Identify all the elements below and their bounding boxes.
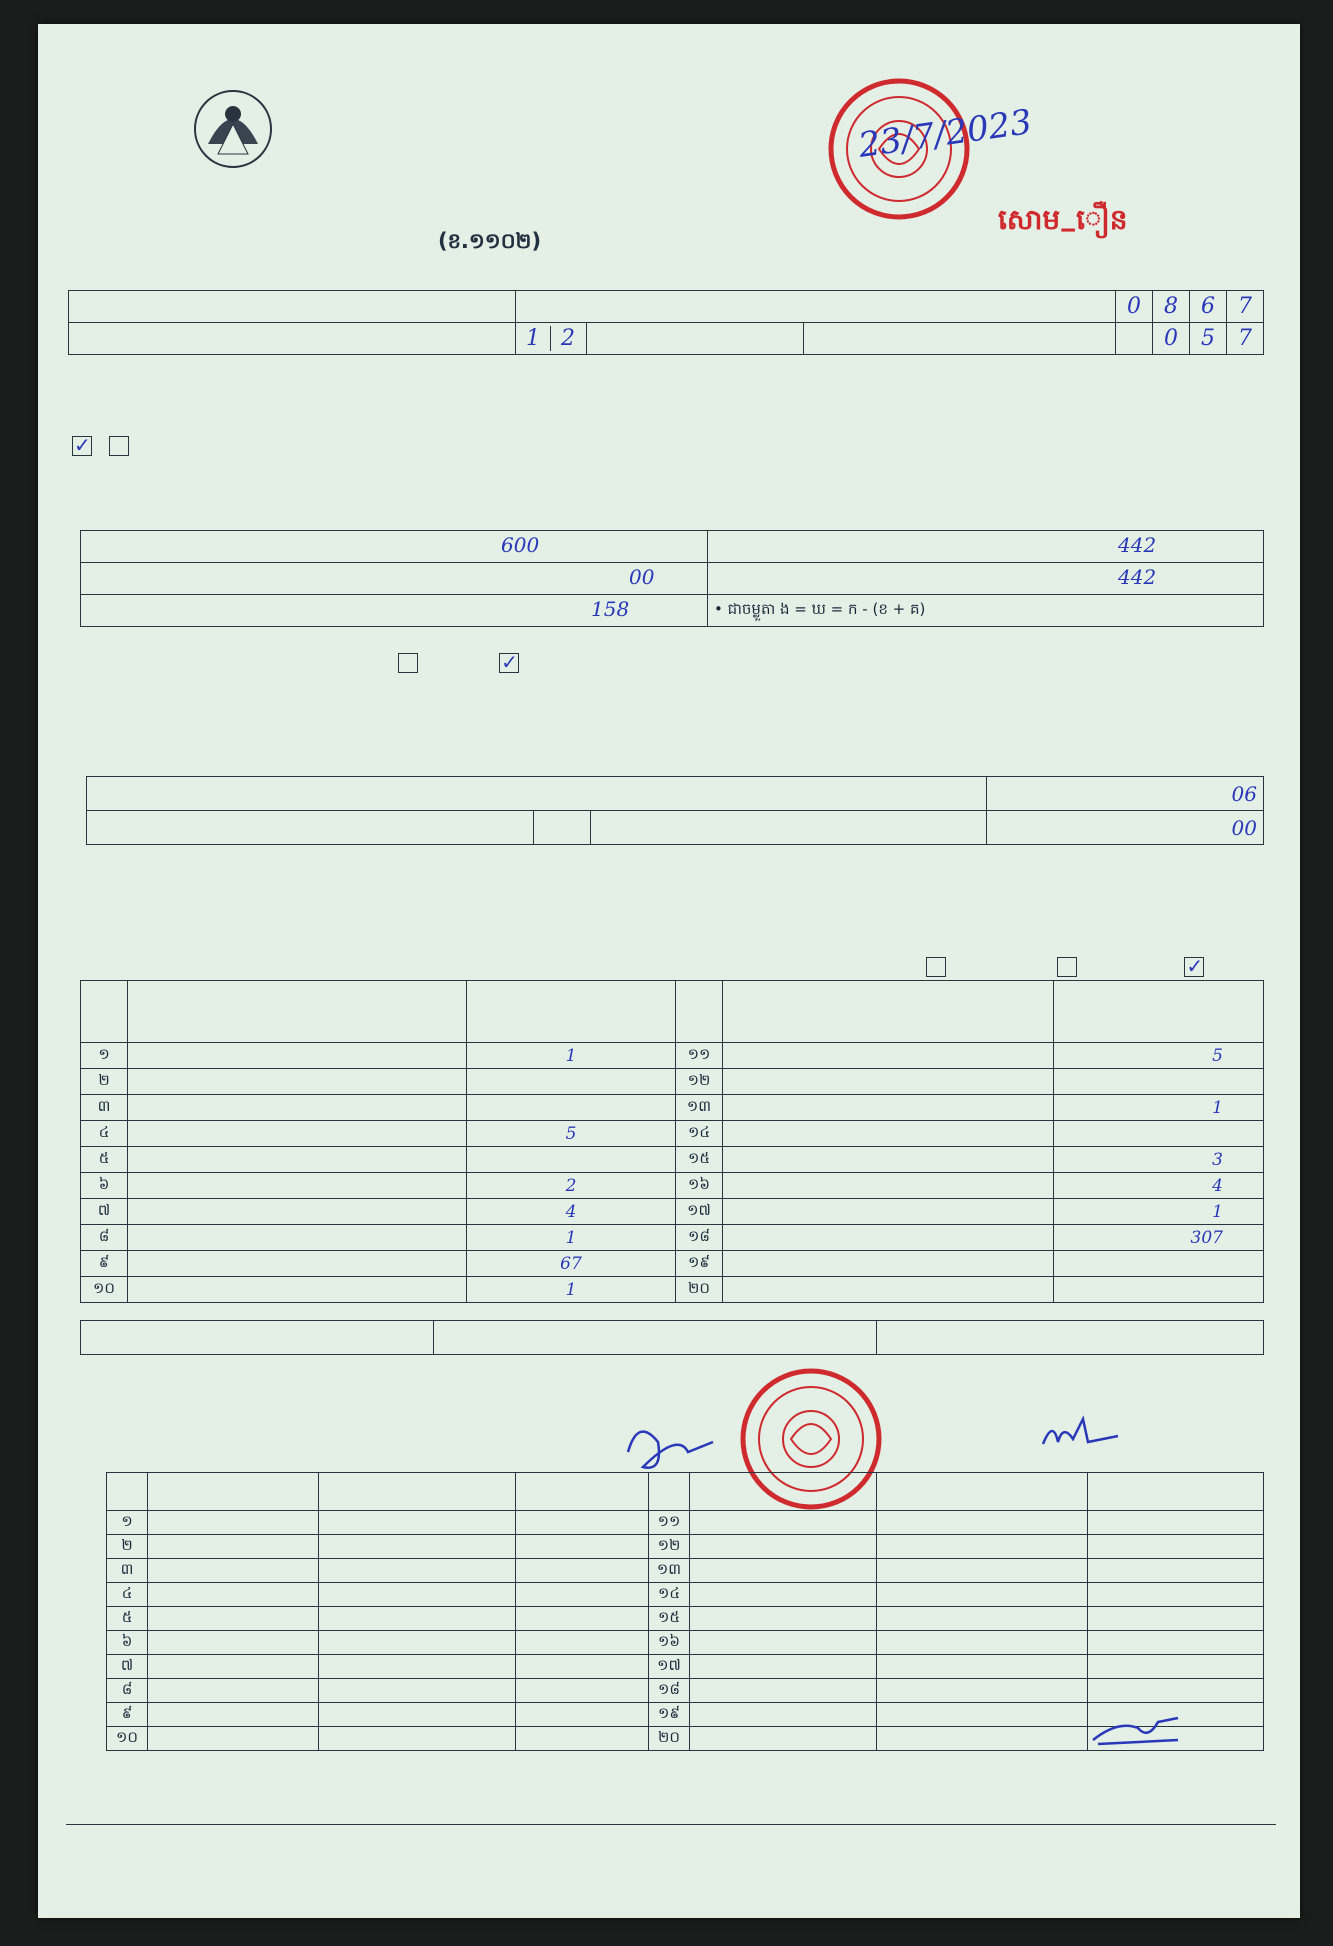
col-party-header-right [723, 981, 1054, 1043]
witness-col-no-right [649, 1473, 690, 1511]
witness-number: ១៨ [649, 1679, 690, 1703]
red-handwritten-name: សោម_ឿន [998, 203, 1128, 236]
province-code-digit: 1 [516, 326, 551, 351]
witness-signature-cell [516, 1559, 649, 1583]
witness-row [107, 1559, 1264, 1583]
party-number: ៨ [81, 1225, 128, 1251]
complaints-row2-mid-unit [534, 811, 591, 845]
witness-col-no [107, 1473, 148, 1511]
results-row [81, 1251, 1264, 1277]
witness-signature-cell [516, 1727, 649, 1751]
commune-value [804, 323, 1116, 355]
form-title: (ខ.១១០២) [438, 229, 542, 253]
witness-name [148, 1559, 319, 1583]
complaints-row1-value: 06 [1231, 781, 1257, 806]
ballots-in-box-cell [708, 563, 1264, 595]
witness-number: ៣ [107, 1559, 148, 1583]
station-code-digit: 6 [1190, 291, 1227, 323]
witness-signature-cell [516, 1703, 649, 1727]
results-row [81, 1095, 1264, 1121]
witness-party [319, 1511, 516, 1535]
witness-name [690, 1679, 877, 1703]
checkbox-no-discrepancy[interactable] [499, 653, 519, 673]
ballots-spoiled-value: 00 [629, 565, 655, 589]
party-number: ៦ [81, 1173, 128, 1199]
voters-value: 442 [1118, 533, 1157, 557]
party-name [128, 1095, 467, 1121]
witness-name [690, 1535, 877, 1559]
witness-name [690, 1703, 877, 1727]
party-name [723, 1199, 1054, 1225]
witness-name [148, 1535, 319, 1559]
complaints-row2-value: 00 [1231, 815, 1257, 840]
results-table [80, 980, 1264, 1303]
complaints-row1-label [87, 777, 987, 811]
party-votes: 307 [1054, 1225, 1264, 1251]
party-name [128, 1069, 467, 1095]
witness-party [319, 1607, 516, 1631]
witness-row [107, 1583, 1264, 1607]
ballots-spoiled-cell [81, 563, 708, 595]
checkbox-no[interactable] [109, 436, 129, 456]
province-code-digit: 2 [561, 326, 575, 351]
witness-name [148, 1511, 319, 1535]
party-name [128, 1043, 467, 1069]
party-number: ១០ [81, 1277, 128, 1303]
party-name [723, 1095, 1054, 1121]
party-number: ១៥ [676, 1147, 723, 1173]
witness-party [877, 1607, 1088, 1631]
station-code-digit: 0 [1116, 291, 1153, 323]
party-votes: 2 [467, 1173, 676, 1199]
total-in-box [877, 1321, 1264, 1355]
witness-number: ៧ [107, 1655, 148, 1679]
witness-signature-cell [516, 1607, 649, 1631]
party-number: ៤ [81, 1121, 128, 1147]
commune-label [587, 323, 804, 355]
col-votes-header [467, 981, 676, 1043]
witness-number: ១០ [107, 1727, 148, 1751]
witness-col-party-right [877, 1473, 1088, 1511]
voters-cell [708, 531, 1264, 563]
witness-signature-cell [516, 1655, 649, 1679]
witness-party [319, 1631, 516, 1655]
witness-name [148, 1631, 319, 1655]
witness-party [319, 1583, 516, 1607]
complaints-row2-cell [987, 811, 1264, 845]
witness-signature-cell [1088, 1511, 1264, 1535]
election-form-sheet [38, 24, 1300, 1918]
party-number: ១៤ [676, 1121, 723, 1147]
station-code-digit: 7 [1227, 291, 1264, 323]
col-votes-header-right [1054, 981, 1264, 1043]
party-number: ៩ [81, 1251, 128, 1277]
party-votes [1054, 1121, 1264, 1147]
witness-signature [1088, 1710, 1188, 1750]
party-name [723, 1173, 1054, 1199]
witness-col-name-right [690, 1473, 877, 1511]
party-votes: 1 [1054, 1199, 1264, 1225]
results-row [81, 1043, 1264, 1069]
witness-number: ៤ [107, 1583, 148, 1607]
witness-row [107, 1679, 1264, 1703]
col-no-header [81, 981, 128, 1043]
party-name [128, 1277, 467, 1303]
witness-number: ១១ [649, 1511, 690, 1535]
party-votes: 1 [1054, 1095, 1264, 1121]
witness-name [690, 1607, 877, 1631]
party-number: ១១ [676, 1043, 723, 1069]
party-name [128, 1199, 467, 1225]
party-name [723, 1121, 1054, 1147]
witness-party [877, 1655, 1088, 1679]
polling-station-value [516, 291, 1116, 323]
witness-signature-cell [1088, 1631, 1264, 1655]
section1-table [68, 290, 1264, 355]
party-votes: 4 [467, 1199, 676, 1225]
party-votes: 67 [467, 1251, 676, 1277]
party-name [128, 1147, 467, 1173]
witness-number: ១ [107, 1511, 148, 1535]
witness-party [319, 1727, 516, 1751]
witness-name [148, 1703, 319, 1727]
party-votes: 5 [1054, 1043, 1264, 1069]
party-number: ១ [81, 1043, 128, 1069]
party-number: ១៧ [676, 1199, 723, 1225]
party-name [723, 1225, 1054, 1251]
witness-signature-cell [1088, 1559, 1264, 1583]
witness-party [319, 1703, 516, 1727]
party-name [128, 1121, 467, 1147]
witness-party [319, 1679, 516, 1703]
section2-line2 [66, 436, 135, 456]
ballot-count-box [80, 530, 1264, 627]
witness-name [148, 1607, 319, 1631]
witness-party [319, 1535, 516, 1559]
witness-signature-cell [1088, 1655, 1264, 1679]
witness-col-sign-right [1088, 1473, 1264, 1511]
witness-number: ២០ [649, 1727, 690, 1751]
party-votes [1054, 1277, 1264, 1303]
ballots-in-box-value: 442 [1118, 565, 1157, 589]
party-number: ១៨ [676, 1225, 723, 1251]
results-row [81, 1121, 1264, 1147]
witness-party [877, 1583, 1088, 1607]
results-row [81, 1277, 1264, 1303]
party-name [723, 1277, 1054, 1303]
results-row [81, 1069, 1264, 1095]
party-votes [467, 1095, 676, 1121]
party-votes: 1 [467, 1277, 676, 1303]
witness-number: ១៣ [649, 1559, 690, 1583]
witness-number: ១៤ [649, 1583, 690, 1607]
checkbox-1-ballot[interactable] [926, 957, 946, 977]
party-number: ១៩ [676, 1251, 723, 1277]
witness-signature-cell [1088, 1679, 1264, 1703]
witness-col-party [319, 1473, 516, 1511]
witness-party [877, 1727, 1088, 1751]
witness-number: ១៦ [649, 1631, 690, 1655]
party-votes [1054, 1251, 1264, 1277]
complaints-row2-label [87, 811, 534, 845]
witness-number: ៩ [107, 1703, 148, 1727]
party-name [128, 1173, 467, 1199]
witness-party [877, 1535, 1088, 1559]
formula-cell: • ជាចម្លួតា ង = ឃ = ក - (ខ + គ) [708, 595, 1264, 627]
witness-signature-cell [1088, 1583, 1264, 1607]
witness-name [148, 1727, 319, 1751]
witness-party [877, 1559, 1088, 1583]
party-name [723, 1043, 1054, 1069]
complaints-table [86, 776, 1264, 845]
checkbox-3-ballots[interactable] [1184, 957, 1204, 977]
witness-col-sign [516, 1473, 649, 1511]
checkbox-2-ballots[interactable] [1057, 957, 1077, 977]
col-party-header [128, 981, 467, 1043]
party-number: ១២ [676, 1069, 723, 1095]
witness-signature-cell [516, 1511, 649, 1535]
witness-party [877, 1631, 1088, 1655]
party-votes [1054, 1069, 1264, 1095]
party-number: ៥ [81, 1147, 128, 1173]
witness-signature-cell [516, 1679, 649, 1703]
witness-number: ៨ [107, 1679, 148, 1703]
commune-code-digit: 5 [1190, 323, 1227, 355]
witness-number: ២ [107, 1535, 148, 1559]
witness-signature-cell [1088, 1607, 1264, 1631]
witness-signature-cell [516, 1631, 649, 1655]
witness-number: ១២ [649, 1535, 690, 1559]
ballots-received-value: 600 [501, 533, 540, 557]
party-number: ១៣ [676, 1095, 723, 1121]
col-no-header-right [676, 981, 723, 1043]
witness-name [148, 1583, 319, 1607]
checkbox-yes[interactable] [72, 436, 92, 456]
witness-name [690, 1631, 877, 1655]
checkbox-has-discrepancy[interactable] [398, 653, 418, 673]
witness-party [877, 1703, 1088, 1727]
results-body [81, 1043, 1264, 1303]
results-row [81, 1173, 1264, 1199]
party-votes: 5 [467, 1121, 676, 1147]
party-number: ២០ [676, 1277, 723, 1303]
witness-party [877, 1511, 1088, 1535]
witness-row [107, 1631, 1264, 1655]
party-number: ៧ [81, 1199, 128, 1225]
witness-col-name [148, 1473, 319, 1511]
witness-signature-cell [516, 1535, 649, 1559]
party-number: ២ [81, 1069, 128, 1095]
station-code-digit: 8 [1153, 291, 1190, 323]
footer-divider [66, 1824, 1276, 1825]
total-valid [81, 1321, 434, 1355]
party-votes: 1 [467, 1225, 676, 1251]
party-votes [467, 1147, 676, 1173]
witness-number: ១៥ [649, 1607, 690, 1631]
ballots-unused-cell [81, 595, 708, 627]
results-row [81, 1199, 1264, 1225]
commune-code-digit: 0 [1153, 323, 1190, 355]
results-row [81, 1225, 1264, 1251]
witness-row [107, 1535, 1264, 1559]
witness-name [148, 1655, 319, 1679]
witness-number: ៥ [107, 1607, 148, 1631]
witness-signature-cell [1088, 1535, 1264, 1559]
province-code-cell [516, 323, 587, 355]
polling-station-label [69, 291, 516, 323]
witness-name [690, 1655, 877, 1679]
witness-name [690, 1727, 877, 1751]
witness-party [877, 1679, 1088, 1703]
witness-name [690, 1511, 877, 1535]
witness-name [690, 1559, 877, 1583]
ballots-received-cell [81, 531, 708, 563]
party-votes: 4 [1054, 1173, 1264, 1199]
witness-name [690, 1583, 877, 1607]
witness-number: ១៧ [649, 1655, 690, 1679]
secretary-signature [1038, 1414, 1128, 1454]
complaints-row1-cell [987, 777, 1264, 811]
party-number: ៣ [81, 1095, 128, 1121]
complaints-row2-mid-label [591, 811, 987, 845]
party-name [128, 1225, 467, 1251]
party-name [128, 1251, 467, 1277]
stamp-date: 23/7/2023 [856, 102, 1035, 166]
witness-row [107, 1511, 1264, 1535]
totals-row [80, 1320, 1264, 1355]
party-number: ១៦ [676, 1173, 723, 1199]
total-invalid [434, 1321, 877, 1355]
witness-party [319, 1559, 516, 1583]
ballots-unused-value: 158 [591, 597, 630, 621]
witness-row [107, 1607, 1264, 1631]
witness-party [319, 1655, 516, 1679]
party-votes [467, 1069, 676, 1095]
party-votes: 3 [1054, 1147, 1264, 1173]
witness-number: ១៩ [649, 1703, 690, 1727]
commune-code-digit: 7 [1227, 323, 1264, 355]
witness-number: ៦ [107, 1631, 148, 1655]
party-name [723, 1147, 1054, 1173]
party-votes: 1 [467, 1043, 676, 1069]
witness-signature-cell [516, 1583, 649, 1607]
party-name [723, 1251, 1054, 1277]
witness-row [107, 1655, 1264, 1679]
party-name [723, 1069, 1054, 1095]
committee-emblem-icon [188, 84, 278, 174]
results-row [81, 1147, 1264, 1173]
province-label-cell [69, 323, 516, 355]
witness-name [148, 1679, 319, 1703]
